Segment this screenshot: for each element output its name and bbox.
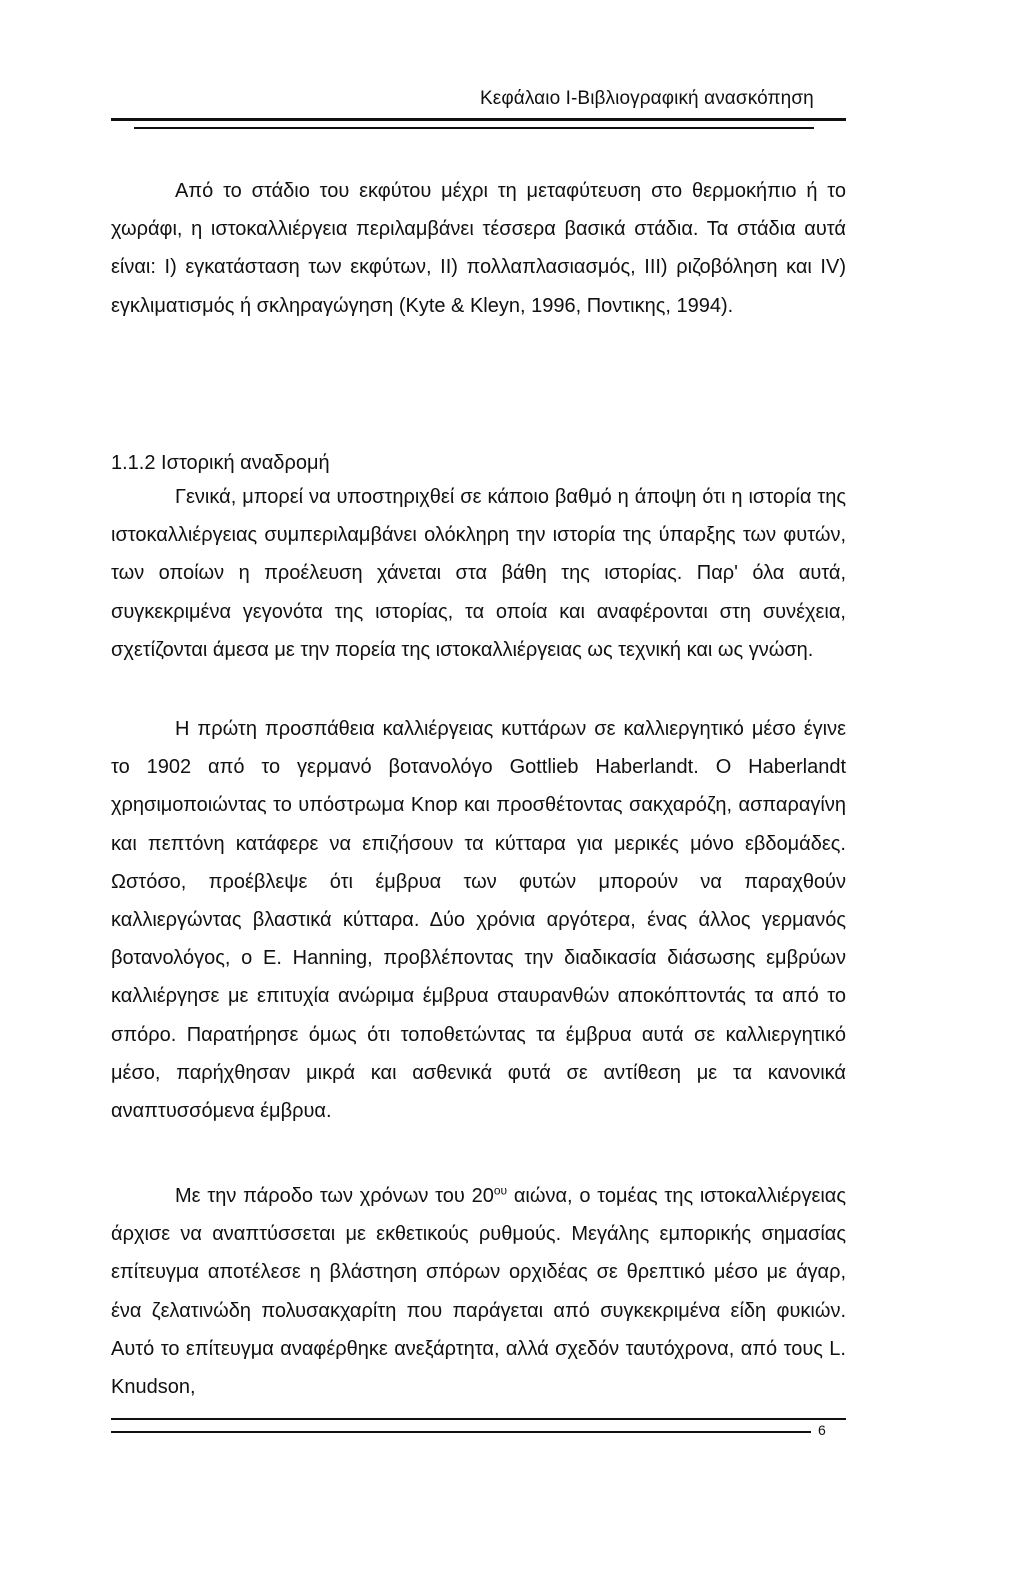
paragraph-text-end: αιώνα, ο τομέας της ιστοκαλλιέργειας άρχισε να αναπτύσσεται με εκθετικούς ρυθμούς. Μεγάλης εμπορικής σημασίας επίτευγμα αποτέλεσε η βλάστηση σπόρων ορχιδέας σε θρεπτικό μέσο με άγαρ, ένα ζελατινώδη πολυσακχαρίτη που παράγεται από συγκεκριμένα είδη φυκιών. Αυτό το επίτευγμα αναφέρθηκε ανεξάρτητα, αλλά σχεδόν ταυτόχρονα, από τους L. Knudson, [111,1185,846,1399]
paragraph-text [111,1177,846,1406]
section-heading: 1.1.2 Ιστορική αναδρομή [111,452,330,474]
paragraph-text-start: Με την πάροδο των χρόνων του 20 [175,1185,494,1207]
paragraph-text: Η πρώτη προσπάθεια καλλιέργειας κυττάρων σε καλλιεργητικό μέσο έγινε το 1902 από το γερμανό βοτανολόγο Gottlieb Haberlandt. Ο Haberlandt χρησιμοποιώντας το υπόστρωμα Knop και προσθέτοντας σακχαρόζη, ασπαραγίνη και πεπτόνη κατάφερε να επιζήσουν τα κύτταρα για μερικές μόνο εβδομάδες. Ωστόσο, προέβλεψε ότι έμβρυα των φυτών μπορούν να παραχθούν καλλιεργώντας βλαστικά κύτταρα. Δύο χρόνια αργότερα, ένας άλλος γερμανός βοτανολόγος, ο Ε. Hanning, προβλέποντας την διαδικασία διάσωσης εμβρύων καλλιέργησε με επιτυχία ανώριμα έμβρυα σταυρανθών αποκόπτοντάς τα από το σπόρο. Παρατήρησε όμως ότι τοποθετώντας τα έμβρυα αυτά σε καλλιεργητικό μέσο, παρήχθησαν μικρά και ασθενικά φυτά σε αντίθεση με τα κανονικά αναπτυσσόμενα έμβρυα. [111,718,846,1123]
paragraph-text: Γενικά, μπορεί να υποστηριχθεί σε κάποιο βαθμό η άποψη ότι η ιστορία της ιστοκαλλιέργειας συμπεριλαμβάνει ολόκληρη την ιστορία της ύπαρξης των φυτών, των οποίων η προέλευση χάνεται στα βάθη της ιστορίας. Παρ' όλα αυτά, συγκεκριμένα γεγονότα της ιστορίας, τα οποία και αναφέρονται στη συνέχεια, σχετίζονται άμεσα με την πορεία της ιστοκαλλιέργειας ως τεχνική και ως γνώση. [111,486,846,661]
footer-rule-top [111,1418,846,1420]
header-rule-thin [134,127,814,129]
page-number: 6 [818,1422,826,1438]
paragraph-2 [111,478,846,669]
superscript-ordinal: ου [493,1183,508,1198]
paragraph-4 [111,1177,846,1406]
paragraph-text: Από το στάδιο του εκφύτου μέχρι τη μεταφύτευση στο θερμοκήπιο ή το χωράφι, η ιστοκαλλιέργεια περιλαμβάνει τέσσερα βασικά στάδια. Τα στάδια αυτά είναι: Ι) εγκατάσταση των εκφύτων, ΙΙ) πολλαπλασιασμός, ΙΙΙ) ριζοβόληση και ΙV) εγκλιματισμός ή σκληραγώγηση (Kyte & Kleyn, 1996, Ποντικης, 1994). [111,180,846,317]
running-header: Κεφάλαιο Ι-Βιβλιογραφική ανασκόπηση [480,88,814,109]
paragraph-1 [111,172,846,325]
header-rule-thick [111,118,846,121]
footer-rule-bottom [111,1431,811,1433]
paragraph-3 [111,710,846,1130]
